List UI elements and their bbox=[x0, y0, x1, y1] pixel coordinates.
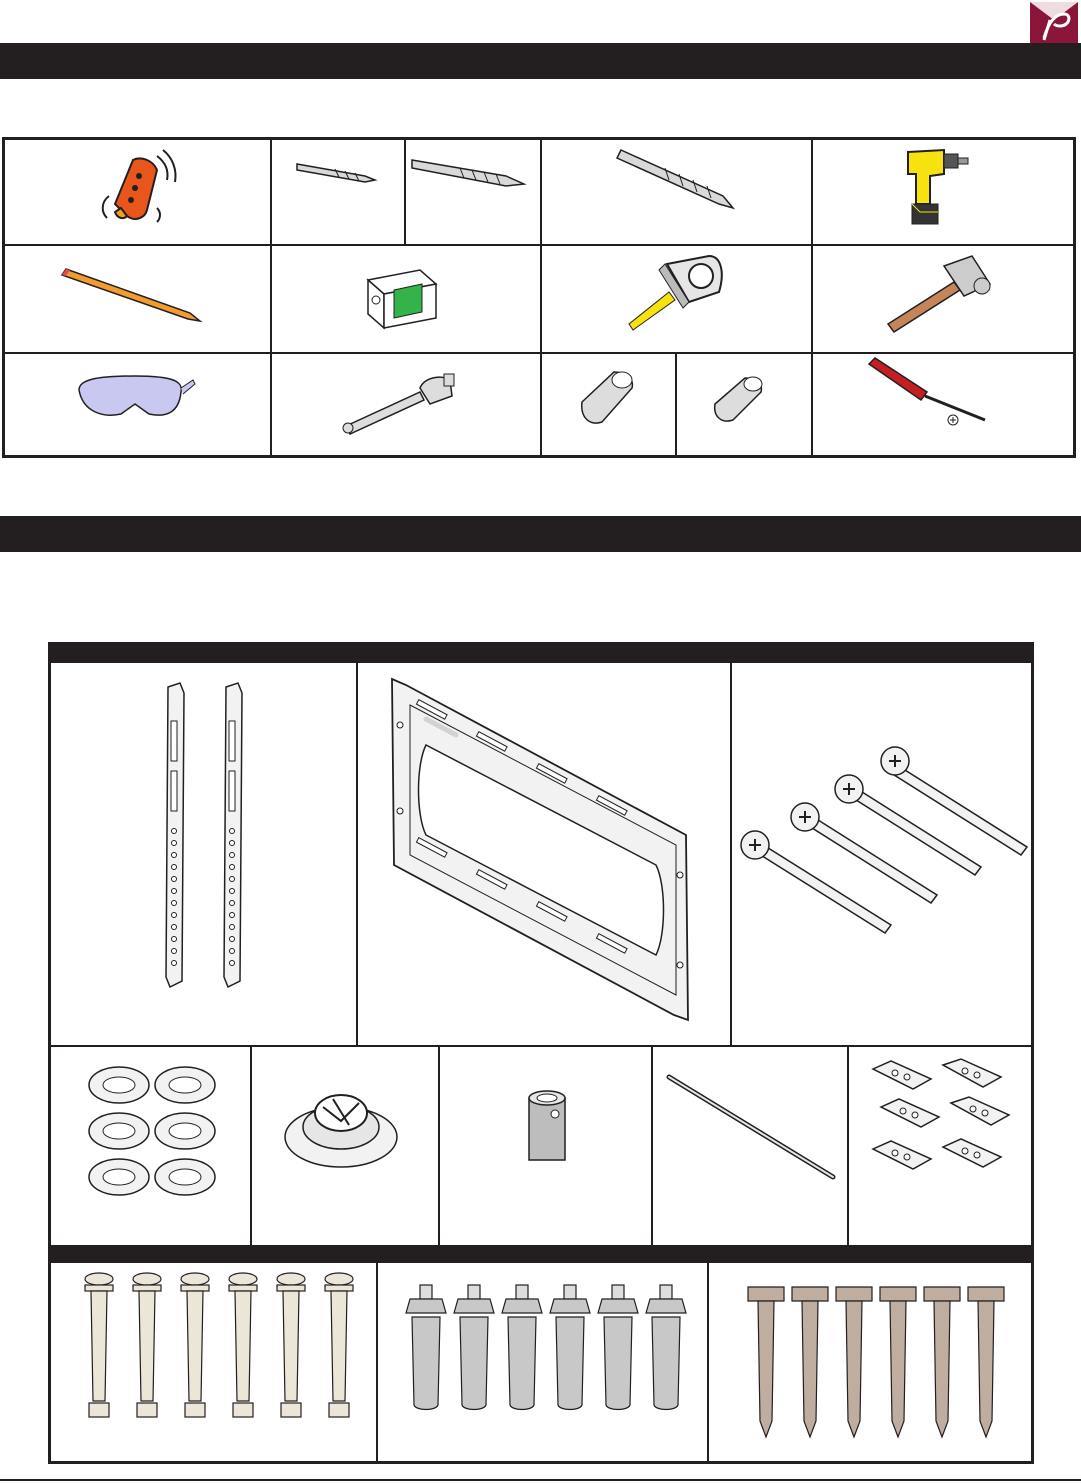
long-screws-icon bbox=[741, 765, 1031, 935]
vertical-brackets-icon bbox=[156, 681, 266, 1001]
toggle-anchors-icon bbox=[79, 1271, 369, 1451]
socket-wrench-icon bbox=[340, 362, 490, 437]
socket-large-icon bbox=[570, 362, 650, 437]
level-icon bbox=[360, 260, 450, 335]
masonry-drill-bit-icon bbox=[615, 146, 745, 216]
parts-grid bbox=[48, 642, 1034, 1464]
spacer-icon bbox=[521, 1090, 581, 1170]
washers-icon bbox=[89, 1065, 219, 1215]
stud-finder-icon bbox=[95, 148, 185, 238]
lag-bolts-icon bbox=[746, 1281, 1026, 1451]
plates-icon bbox=[871, 1059, 1031, 1229]
screwdriver-icon bbox=[865, 354, 1005, 434]
footer-rule bbox=[0, 1479, 1081, 1481]
socket-small-icon bbox=[705, 368, 780, 433]
hammer-icon bbox=[880, 252, 1000, 332]
peerless-logo-icon bbox=[1030, 2, 1078, 44]
tools-section-header bbox=[0, 43, 1081, 79]
medium-drill-bit-icon bbox=[410, 156, 535, 196]
power-drill-icon bbox=[900, 144, 970, 234]
tools-grid bbox=[2, 137, 1076, 458]
pencil-icon bbox=[60, 265, 210, 325]
tape-measure-icon bbox=[625, 252, 735, 337]
parts-section-header bbox=[0, 516, 1081, 552]
small-drill-bit-icon bbox=[295, 160, 385, 190]
concrete-anchors-icon bbox=[406, 1285, 696, 1445]
wall-plate-icon bbox=[386, 675, 696, 1035]
rod-icon bbox=[663, 1073, 843, 1183]
security-knob-icon bbox=[279, 1077, 409, 1177]
safety-glasses-icon bbox=[75, 370, 195, 430]
